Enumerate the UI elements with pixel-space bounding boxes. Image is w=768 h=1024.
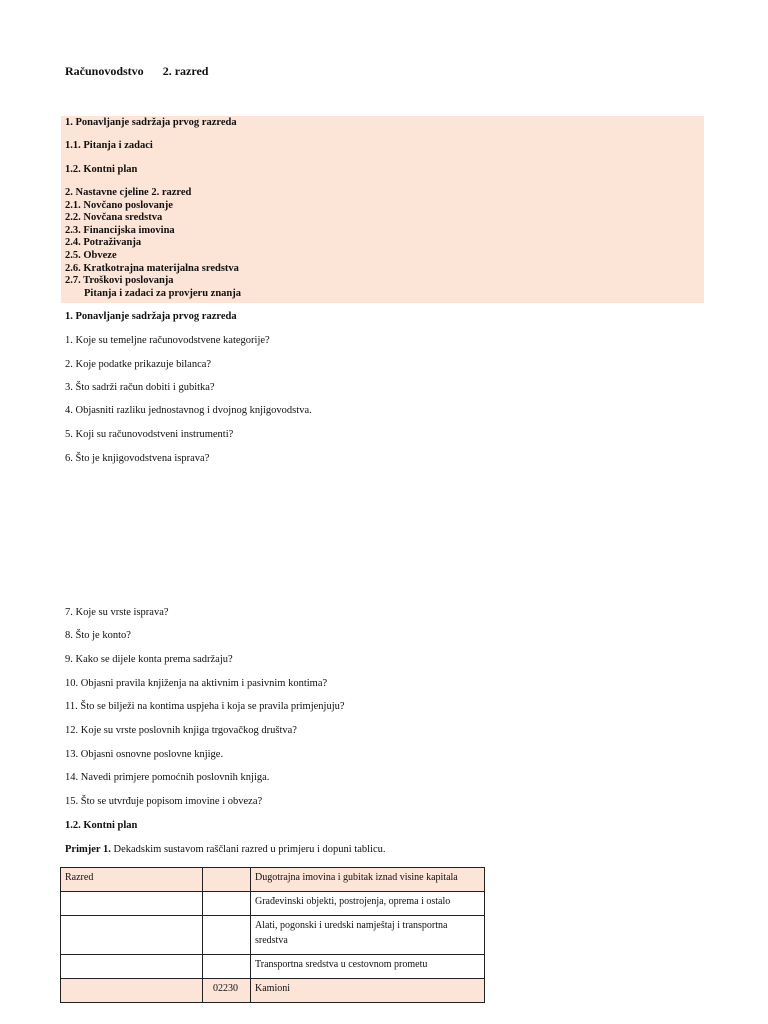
question-item: 2. Koje podatke prikazuje bilanca? xyxy=(65,359,212,370)
table-cell xyxy=(61,979,203,1003)
toc-item: 1. Ponavljanje sadržaja prvog razreda xyxy=(65,117,237,128)
question-item: 8. Što je konto? xyxy=(65,630,131,641)
toc-item: 2.1. Novčano poslovanje xyxy=(65,200,173,211)
question-item: 5. Koji su računovodstveni instrumenti? xyxy=(65,429,234,440)
example-label: Primjer 1. xyxy=(65,844,111,855)
table-cell: Građevinski objekti, postrojenja, oprema i ostalo xyxy=(251,892,485,916)
question-item: 11. Što se bilježi na kontima uspjeha i koja se pravila primjenjuju? xyxy=(65,701,345,712)
table-row xyxy=(61,868,485,892)
table-cell: Transportna sredstva u cestovnom prometu xyxy=(251,955,485,979)
table-cell: Dugotrajna imovina i gubitak iznad visine kapitala xyxy=(251,868,485,892)
question-item: 10. Objasni pravila knjiženja na aktivnim i pasivnim kontima? xyxy=(65,678,328,689)
page-title xyxy=(65,64,208,79)
question-item: 14. Navedi primjere pomoćnih poslovnih knjiga. xyxy=(65,772,270,783)
toc-item: 1.2. Kontni plan xyxy=(65,164,138,175)
account-plan-table xyxy=(60,867,485,1003)
table-of-contents xyxy=(61,116,704,303)
example-instruction xyxy=(65,843,386,856)
table-cell xyxy=(203,868,251,892)
toc-item: 1.1. Pitanja i zadaci xyxy=(65,140,153,151)
question-item: 9. Kako se dijele konta prema sadržaju? xyxy=(65,654,233,665)
table-cell xyxy=(61,916,203,955)
question-item: 1. Koje su temeljne računovodstvene kategorije? xyxy=(65,335,270,346)
table-row xyxy=(61,955,485,979)
table-cell: Razred xyxy=(61,868,203,892)
question-item: 4. Objasniti razliku jednostavnog i dvojnog knjigovodstva. xyxy=(65,405,312,416)
grade-title: 2. razred xyxy=(162,64,209,78)
subject-title: Računovodstvo xyxy=(65,64,144,78)
toc-item: 2.5. Obveze xyxy=(65,250,117,261)
section-heading: 1. Ponavljanje sadržaja prvog razreda xyxy=(65,311,237,322)
question-item: 12. Koje su vrste poslovnih knjiga trgovačkog društva? xyxy=(65,725,297,736)
toc-item: 2.7. Troškovi poslovanja xyxy=(65,275,174,286)
toc-item: 2.6. Kratkotrajna materijalna sredstva xyxy=(65,263,239,274)
question-item: 13. Objasni osnovne poslovne knjige. xyxy=(65,749,224,760)
table-cell xyxy=(61,955,203,979)
question-item: 7. Koje su vrste isprava? xyxy=(65,607,169,618)
table-cell: Alati, pogonski i uredski namještaj i transportna sredstva xyxy=(251,916,485,955)
toc-item: Pitanja i zadaci za provjeru znanja xyxy=(84,288,241,299)
table-row xyxy=(61,892,485,916)
example-text: Dekadskim sustavom raščlani razred u primjeru i dopuni tablicu. xyxy=(110,844,386,855)
toc-item: 2.3. Financijska imovina xyxy=(65,225,175,236)
table-cell xyxy=(203,892,251,916)
table-cell: 02230 xyxy=(203,979,251,1003)
table-cell: Kamioni xyxy=(251,979,485,1003)
question-item: 15. Što se utvrđuje popisom imovine i obveza? xyxy=(65,796,263,807)
question-item: 3. Što sadrži račun dobiti i gubitka? xyxy=(65,382,215,393)
table-cell xyxy=(203,916,251,955)
section-heading: 1.2. Kontni plan xyxy=(65,820,138,831)
toc-item: 2. Nastavne cjeline 2. razred xyxy=(65,187,192,198)
table-cell xyxy=(61,892,203,916)
question-item: 6. Što je knjigovodstvena isprava? xyxy=(65,453,210,464)
toc-item: 2.2. Novčana sredstva xyxy=(65,212,163,223)
table-cell xyxy=(203,955,251,979)
table-row xyxy=(61,979,485,1003)
toc-item: 2.4. Potraživanja xyxy=(65,237,142,248)
table-row xyxy=(61,916,485,955)
